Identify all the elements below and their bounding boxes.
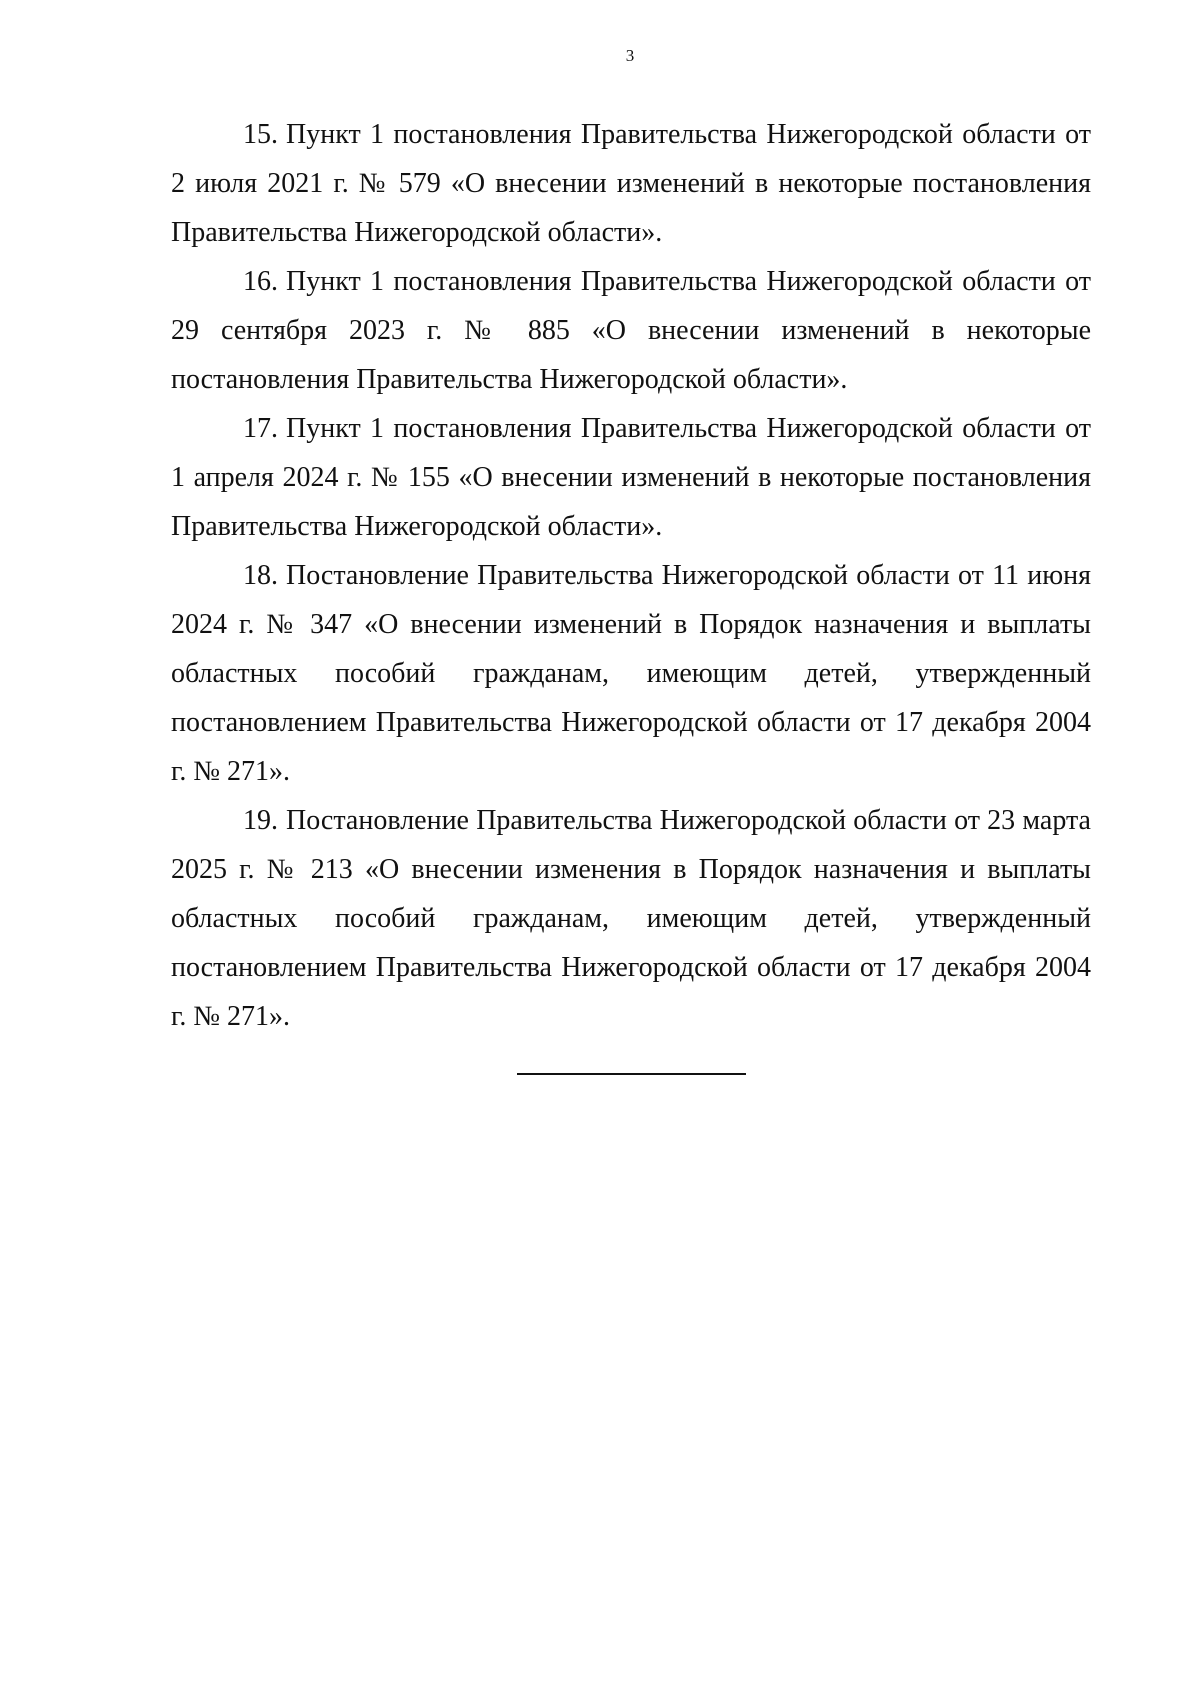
paragraph-item-16 <box>171 257 1091 404</box>
paragraph-number: 17. <box>243 413 278 444</box>
paragraph-number: 16. <box>243 266 278 297</box>
paragraph-text: Постановление Правительства Нижегородской области от 23 марта 2025 г. № 213 «О внесении изменения в Порядок назначения и выплаты областных пособий гражданам, имеющим детей, утвержденный постановлением Правительства Нижегородской области от 17 декабря 2004 г. № 271». <box>171 805 1091 1032</box>
paragraph-item-18 <box>171 551 1091 796</box>
paragraph-text: Пункт 1 постановления Правительства Нижегородской области от 29 сентября 2023 г. № 885 «О внесении изменений в некоторые постановления Правительства Нижегородской области». <box>171 266 1091 395</box>
page-number: 3 <box>625 46 635 65</box>
paragraph-number: 15. <box>243 119 278 150</box>
document-body <box>171 110 1091 1041</box>
paragraph-text: Пункт 1 постановления Правительства Нижегородской области от 1 апреля 2024 г. № 155 «О внесении изменений в некоторые постановления Правительства Нижегородской области». <box>171 413 1091 542</box>
paragraph-item-19 <box>171 796 1091 1041</box>
closing-divider <box>517 1073 746 1075</box>
paragraph-text: Постановление Правительства Нижегородской области от 11 июня 2024 г. № 347 «О внесении изменений в Порядок назначения и выплаты областных пособий гражданам, имеющим детей, утвержденный постановлением Правительства Нижегородской области от 17 декабря 2004 г. № 271». <box>171 560 1091 787</box>
paragraph-number: 18. <box>243 560 278 591</box>
paragraph-text: Пункт 1 постановления Правительства Нижегородской области от 2 июля 2021 г. № 579 «О внесении изменений в некоторые постановления Правительства Нижегородской области». <box>171 119 1091 248</box>
paragraph-number: 19. <box>243 805 278 836</box>
paragraph-item-17 <box>171 404 1091 551</box>
paragraph-item-15 <box>171 110 1091 257</box>
